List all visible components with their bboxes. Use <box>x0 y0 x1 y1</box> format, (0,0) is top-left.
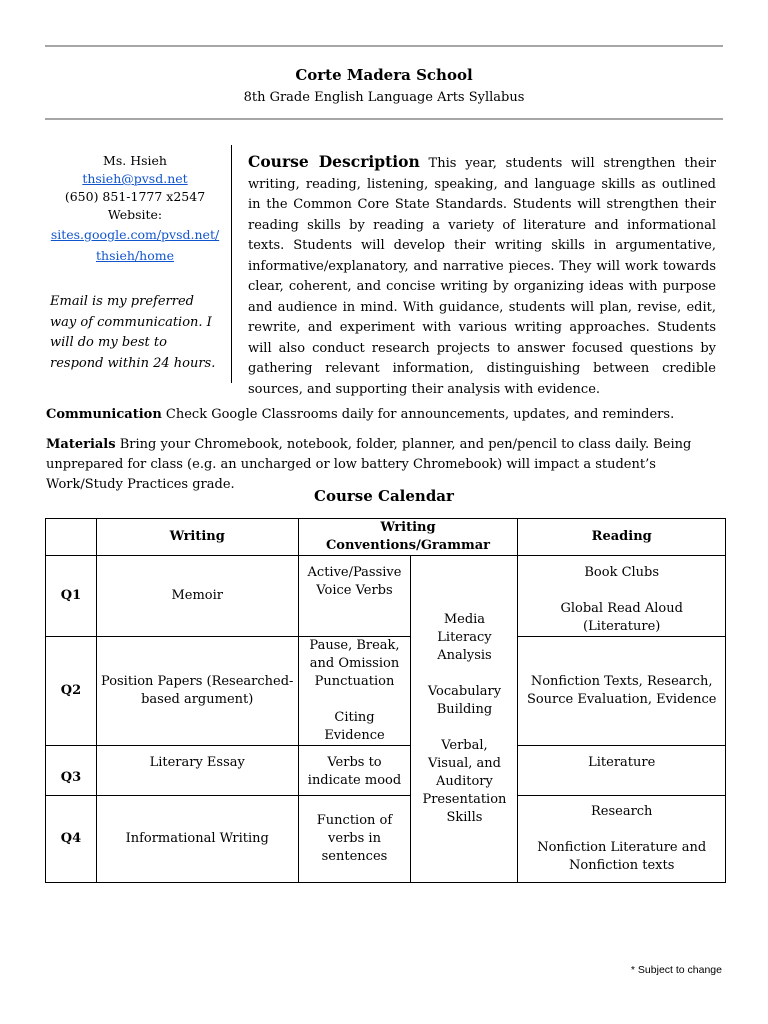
materials-text: Bring your Chromebook, notebook, folder, planner, and pen/pencil to class daily. Being unprepared for class (e.g. an uncharged or low battery Chromebook) will impact a student’s Work/Study Practices grade. <box>46 437 692 492</box>
q1-reading-global-read-aloud: Global Read Aloud (Literature) <box>560 601 683 634</box>
contact-block <box>50 152 220 266</box>
course-description <box>248 152 716 400</box>
quarter-label: Q4 <box>46 796 97 883</box>
q4-reading-nonfiction: Nonfiction Literature and Nonfiction texts <box>537 840 707 873</box>
teacher-name: Ms. Hsieh <box>103 153 167 168</box>
table-row-q4 <box>46 796 726 883</box>
table-row-q2 <box>46 637 726 746</box>
q2-reading: Nonfiction Texts, Research, Source Evaluation, Evidence <box>518 637 726 746</box>
communication-text: Check Google Classrooms daily for announcements, updates, and reminders. <box>165 407 675 422</box>
header-writing: Writing <box>96 519 298 556</box>
q2-conventions-punctuation: Pause, Break, and Omission Punctuation <box>309 638 400 689</box>
shared-presentation-skills: Verbal, Visual, and Auditory Presentation Skills <box>422 738 507 825</box>
syllabus-subtitle: 8th Grade English Language Arts Syllabus <box>243 90 525 105</box>
calendar-header-row <box>46 519 726 556</box>
header-cell-empty <box>46 519 97 556</box>
quarter-label: Q2 <box>46 637 97 746</box>
course-description-text: This year, students will strengthen their writing, reading, listening, speaking, and language skills as outlined in the Common Core State Standards. Students will strengthen their reading skills by reading a variety of literature and informational texts. Students will develop their writing skills in argumentative, informative/explanatory, and narrative pieces. They will work towards clear, coherent, and concise writing by organizing ideas with purpose and audience in mind. With guidance, students will plan, revise, edit, rewrite, and experiment with various writing approaches. Students will also conduct research projects to answer focused questions by gathering relevant information, distinguishing between credible sources, and supporting their analysis with evidence. <box>248 156 716 397</box>
phone-number: (650) 851-1777 x2547 <box>64 189 206 204</box>
header-conventions: Writing Conventions/Grammar <box>298 519 518 556</box>
q1-writing: Memoir <box>96 556 298 637</box>
materials-paragraph <box>46 435 726 495</box>
communication-label: Communication <box>46 407 162 422</box>
q1-reading <box>518 556 726 637</box>
website-link-line2[interactable]: thsieh/home <box>96 248 174 263</box>
school-name: Corte Madera School <box>295 66 473 84</box>
course-calendar-table <box>45 518 726 883</box>
footnote: * Subject to change <box>630 964 722 976</box>
q4-conventions: Function of verbs in sentences <box>298 796 411 883</box>
materials-label: Materials <box>46 437 116 452</box>
q2-conventions-citing: Citing Evidence <box>324 710 385 743</box>
quarter-label: Q1 <box>46 556 97 637</box>
header-reading: Reading <box>518 519 726 556</box>
email-link[interactable]: thsieh@pvsd.net <box>82 171 188 186</box>
course-description-heading: Course Description <box>248 152 420 171</box>
q1-reading-book-clubs: Book Clubs <box>584 565 660 580</box>
header-rule <box>45 118 723 120</box>
q1-conventions: Active/Passive Voice Verbs <box>298 556 411 637</box>
q4-reading <box>518 796 726 883</box>
calendar-title: Course Calendar <box>314 487 454 505</box>
shared-media-literacy: Media Literacy Analysis <box>437 612 492 663</box>
table-row-q3 <box>46 746 726 796</box>
q3-conventions: Verbs to indicate mood <box>298 746 411 796</box>
q3-reading: Literature <box>518 746 726 796</box>
q2-conventions <box>298 637 411 746</box>
quarter-label: Q3 <box>46 746 97 796</box>
shared-vocabulary: Vocabulary Building <box>427 684 502 717</box>
q2-writing: Position Papers (Researched-based argument) <box>96 637 298 746</box>
q4-reading-research: Research <box>590 804 653 819</box>
table-row-q1 <box>46 556 726 637</box>
top-rule <box>45 45 723 47</box>
shared-conventions-cell <box>411 556 518 883</box>
contact-preference-note: Email is my preferred way of communication. I will do my best to respond within 24 hours. <box>50 294 216 371</box>
q3-writing: Literary Essay <box>96 746 298 796</box>
communication-paragraph <box>46 405 726 425</box>
q4-writing: Informational Writing <box>96 796 298 883</box>
column-divider <box>231 145 232 383</box>
website-link-line1[interactable]: sites.google.com/pvsd.net/ <box>50 227 220 242</box>
website-label: Website: <box>107 207 163 222</box>
